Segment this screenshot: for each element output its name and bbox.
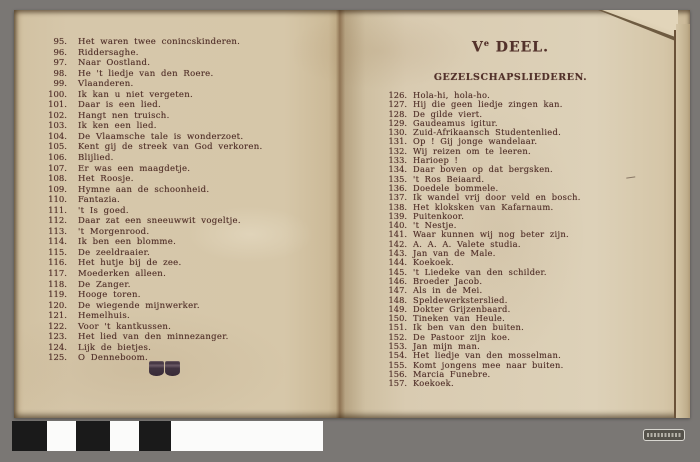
entry-number: 101. bbox=[48, 100, 67, 111]
entry-number: 149. bbox=[388, 303, 407, 314]
entry-title: Naar Oostland. bbox=[78, 58, 151, 69]
entry-number: 148. bbox=[388, 294, 407, 305]
index-entry bbox=[41, 269, 263, 280]
entry-number: 120. bbox=[48, 300, 67, 311]
entry-title: Als in de Mei. bbox=[413, 285, 483, 296]
calibration-block-white bbox=[171, 421, 323, 451]
entry-number: 113. bbox=[48, 226, 67, 237]
entry-title: Blijlied. bbox=[78, 153, 114, 164]
entry-title: De Vlaamsche tale is wonderzoet. bbox=[78, 131, 244, 142]
entry-number: 115. bbox=[48, 247, 67, 258]
entry-title: Hola-hi, hola-ho. bbox=[413, 90, 491, 100]
entry-title: Gaudeamus igitur. bbox=[413, 117, 498, 128]
index-entry bbox=[41, 258, 263, 269]
entry-title: Puitenkoor. bbox=[413, 210, 465, 221]
entry-number: 108. bbox=[48, 174, 67, 185]
entry-number: 129. bbox=[388, 117, 407, 128]
calibration-block-black bbox=[12, 421, 47, 451]
entry-number: 112. bbox=[48, 216, 67, 227]
index-entry bbox=[381, 379, 581, 388]
entry-title: Op ! Gij jonge wandelaar. bbox=[413, 136, 538, 147]
entry-number: 105. bbox=[48, 142, 67, 153]
index-entry bbox=[381, 203, 581, 212]
index-entry bbox=[41, 216, 263, 227]
entry-number: 114. bbox=[48, 237, 67, 248]
entry-title: Dokter Grijzenbaard. bbox=[413, 303, 511, 314]
entry-title: Fantazia. bbox=[78, 195, 121, 206]
entry-number: 110. bbox=[48, 195, 67, 206]
entry-title: Doedele bommele. bbox=[413, 182, 499, 193]
entry-title: De Zanger. bbox=[78, 279, 131, 290]
entry-title: Ik ben van den buiten. bbox=[413, 322, 525, 333]
entry-number: 124. bbox=[48, 342, 67, 353]
entry-number: 97. bbox=[53, 58, 67, 69]
entry-number: 109. bbox=[48, 184, 67, 195]
entry-title: De zeeldraaier. bbox=[78, 247, 151, 258]
index-entry bbox=[41, 311, 263, 322]
entry-number: 102. bbox=[48, 110, 67, 121]
index-entry bbox=[41, 185, 263, 196]
index-entry bbox=[41, 237, 263, 248]
entry-title: Moederken alleen. bbox=[78, 269, 167, 280]
index-entry bbox=[41, 301, 263, 312]
entry-title: Komt jongens mee naar buiten. bbox=[413, 359, 564, 370]
entry-title: He 't liedje van den Roere. bbox=[78, 68, 214, 79]
entry-number: 151. bbox=[388, 322, 407, 333]
index-entry bbox=[41, 248, 263, 259]
entry-title: Hangt nen truisch. bbox=[78, 110, 170, 121]
entry-title: Daar is een lied. bbox=[78, 100, 161, 111]
entry-title: 't Liedeke van den schilder. bbox=[413, 266, 547, 277]
index-entry bbox=[41, 227, 263, 238]
entry-number: 136. bbox=[388, 182, 407, 193]
entry-title: Ik ken een lied. bbox=[78, 121, 157, 132]
entry-number: 152. bbox=[388, 331, 407, 342]
page-edge-strip bbox=[676, 24, 690, 418]
part-title-prefix: V bbox=[471, 39, 484, 56]
entry-title: De wiegende mijnwerker. bbox=[78, 300, 200, 311]
entry-title: Het Roosje. bbox=[78, 174, 134, 185]
entry-number: 132. bbox=[388, 145, 407, 156]
entry-title: 't Is goed. bbox=[78, 205, 129, 216]
entry-number: 137. bbox=[388, 192, 407, 203]
section-subtitle: GEZELSCHAPSLIEDEREN. bbox=[433, 72, 588, 83]
entry-title: Het hutje bij de zee. bbox=[78, 258, 182, 269]
entry-title: Het waren twee conincskinderen. bbox=[78, 37, 241, 47]
entry-title: A. A. A. Valete studia. bbox=[413, 238, 521, 249]
index-entry bbox=[381, 370, 581, 379]
entry-title: Daar boven op dat bergsken. bbox=[413, 164, 553, 175]
entry-number: 135. bbox=[388, 173, 407, 184]
index-entry bbox=[41, 280, 263, 291]
index-entry bbox=[41, 100, 263, 111]
entry-title: Het lied van den minnezanger. bbox=[78, 332, 229, 343]
index-entry bbox=[381, 147, 581, 156]
entry-number: 119. bbox=[48, 290, 67, 301]
entry-number: 130. bbox=[388, 127, 407, 138]
entry-number: 138. bbox=[388, 201, 407, 212]
index-entry bbox=[41, 343, 263, 354]
entry-title: Marcia Funebre. bbox=[413, 368, 491, 379]
index-entry bbox=[41, 69, 263, 80]
index-entry bbox=[41, 37, 263, 48]
entry-number: 157. bbox=[388, 378, 407, 389]
index-entry bbox=[41, 111, 263, 122]
calibration-block-white bbox=[47, 421, 76, 451]
entry-title: Harioep ! bbox=[413, 155, 459, 166]
entry-number: 95. bbox=[53, 37, 67, 47]
calibration-block-black bbox=[139, 421, 171, 451]
entry-number: 154. bbox=[388, 350, 407, 361]
entry-number: 128. bbox=[388, 108, 407, 119]
entry-number: 122. bbox=[48, 321, 67, 332]
entry-number: 104. bbox=[48, 131, 67, 142]
entry-title: Wij reizen om te leeren. bbox=[413, 145, 531, 156]
right-page-index-list bbox=[381, 91, 581, 389]
entry-title: Riddersaghe. bbox=[78, 47, 139, 58]
entry-number: 142. bbox=[388, 238, 407, 249]
open-book bbox=[14, 10, 690, 418]
entry-number: 99. bbox=[53, 79, 67, 90]
entry-number: 133. bbox=[388, 155, 407, 166]
index-entry bbox=[381, 333, 581, 342]
entry-title: Hij die geen liedje zingen kan. bbox=[413, 99, 563, 110]
index-entry bbox=[41, 195, 263, 206]
entry-number: 107. bbox=[48, 163, 67, 174]
entry-title: Hooge toren. bbox=[78, 290, 141, 301]
entry-number: 140. bbox=[388, 220, 407, 231]
inventory-sticker bbox=[643, 429, 685, 441]
entry-number: 155. bbox=[388, 359, 407, 370]
entry-title: Broeder Jacob. bbox=[413, 275, 483, 286]
entry-number: 134. bbox=[388, 164, 407, 175]
entry-title: Tineken van Heule. bbox=[413, 313, 506, 324]
entry-number: 145. bbox=[388, 266, 407, 277]
part-title-rest: DEEL. bbox=[489, 39, 550, 56]
entry-number: 153. bbox=[388, 341, 407, 352]
part-title-superscript: e bbox=[483, 38, 490, 48]
entry-number: 156. bbox=[388, 368, 407, 379]
index-entry bbox=[41, 322, 263, 333]
entry-number: 147. bbox=[388, 285, 407, 296]
entry-title: 't Morgenrood. bbox=[78, 226, 150, 237]
entry-number: 143. bbox=[388, 248, 407, 259]
calibration-strip bbox=[12, 421, 323, 451]
printers-ornament-icon bbox=[149, 361, 180, 376]
entry-title: Lijk de bietjes. bbox=[78, 342, 152, 353]
index-entry bbox=[41, 132, 263, 143]
entry-number: 131. bbox=[388, 136, 407, 147]
index-entry bbox=[41, 48, 263, 59]
entry-title: Ik wandel vrij door veld en bosch. bbox=[413, 192, 581, 203]
entry-title: Hymne aan de schoonheid. bbox=[78, 184, 210, 195]
entry-title: Kent gij de streek van God verkoren. bbox=[78, 142, 263, 153]
entry-title: O Denneboom. bbox=[78, 353, 149, 364]
entry-number: 96. bbox=[53, 47, 67, 58]
entry-title: Voor 't kantkussen. bbox=[78, 321, 172, 332]
entry-number: 126. bbox=[388, 90, 407, 100]
index-entry bbox=[41, 153, 263, 164]
entry-title: Ik kan u niet vergeten. bbox=[78, 89, 194, 100]
entry-title: Ik ben een blomme. bbox=[78, 237, 177, 248]
inventory-sticker-text bbox=[647, 433, 681, 437]
entry-title: Daar zat een sneeuwwit vogeltje. bbox=[78, 216, 241, 227]
index-entry bbox=[41, 58, 263, 69]
entry-title: De gilde viert. bbox=[413, 108, 483, 119]
entry-title: Het liedje van den mosselman. bbox=[413, 350, 562, 361]
entry-number: 141. bbox=[388, 229, 407, 240]
index-entry bbox=[41, 164, 263, 175]
entry-title: Koekoek. bbox=[413, 378, 454, 389]
entry-title: Zuid-Afrikaansch Studentenlied. bbox=[413, 127, 562, 138]
entry-title: Waar kunnen wij nog beter zijn. bbox=[413, 229, 569, 240]
index-entry bbox=[41, 290, 263, 301]
entry-number: 111. bbox=[48, 205, 67, 216]
left-page-index-list bbox=[41, 37, 263, 364]
index-entry bbox=[41, 90, 263, 101]
entry-number: 150. bbox=[388, 313, 407, 324]
entry-number: 121. bbox=[48, 311, 67, 322]
index-entry bbox=[381, 249, 581, 258]
part-title bbox=[345, 38, 676, 56]
entry-number: 103. bbox=[48, 121, 67, 132]
entry-title: 't Ros Beiaard. bbox=[413, 173, 485, 184]
index-entry bbox=[381, 212, 581, 221]
entry-number: 139. bbox=[388, 210, 407, 221]
index-entry bbox=[41, 174, 263, 185]
right-page bbox=[345, 10, 676, 418]
index-entry bbox=[41, 206, 263, 217]
entry-number: 144. bbox=[388, 257, 407, 268]
entry-title: De Pastoor zijn koe. bbox=[413, 331, 511, 342]
index-entry bbox=[41, 332, 263, 343]
entry-number: 98. bbox=[53, 68, 67, 79]
entry-title: Koekoek. bbox=[413, 257, 454, 268]
entry-title: Vlaanderen. bbox=[78, 79, 134, 90]
entry-number: 116. bbox=[48, 258, 67, 269]
entry-title: Hemelhuis. bbox=[78, 311, 130, 322]
entry-title: Speldewerksterslied. bbox=[413, 294, 508, 305]
entry-number: 125. bbox=[48, 353, 67, 364]
entry-number: 117. bbox=[48, 269, 67, 280]
calibration-block-black bbox=[76, 421, 110, 451]
index-entry bbox=[41, 121, 263, 132]
entry-number: 106. bbox=[48, 153, 67, 164]
ornament-shield-left-icon bbox=[149, 361, 164, 376]
entry-number: 127. bbox=[388, 99, 407, 110]
index-entry bbox=[41, 142, 263, 153]
entry-title: Jan van de Male. bbox=[413, 248, 496, 259]
entry-number: 123. bbox=[48, 332, 67, 343]
calibration-block-white bbox=[110, 421, 139, 451]
entry-title: 't Nestje. bbox=[413, 220, 457, 231]
ornament-shield-right-icon bbox=[165, 361, 180, 376]
entry-title: Jan mijn man. bbox=[413, 341, 481, 352]
entry-number: 100. bbox=[48, 89, 67, 100]
entry-title: Er was een maagdetje. bbox=[78, 163, 191, 174]
entry-title: Het kloksken van Kafarnaum. bbox=[413, 201, 554, 212]
entry-number: 118. bbox=[48, 279, 67, 290]
index-entry bbox=[41, 79, 263, 90]
entry-number: 146. bbox=[388, 275, 407, 286]
